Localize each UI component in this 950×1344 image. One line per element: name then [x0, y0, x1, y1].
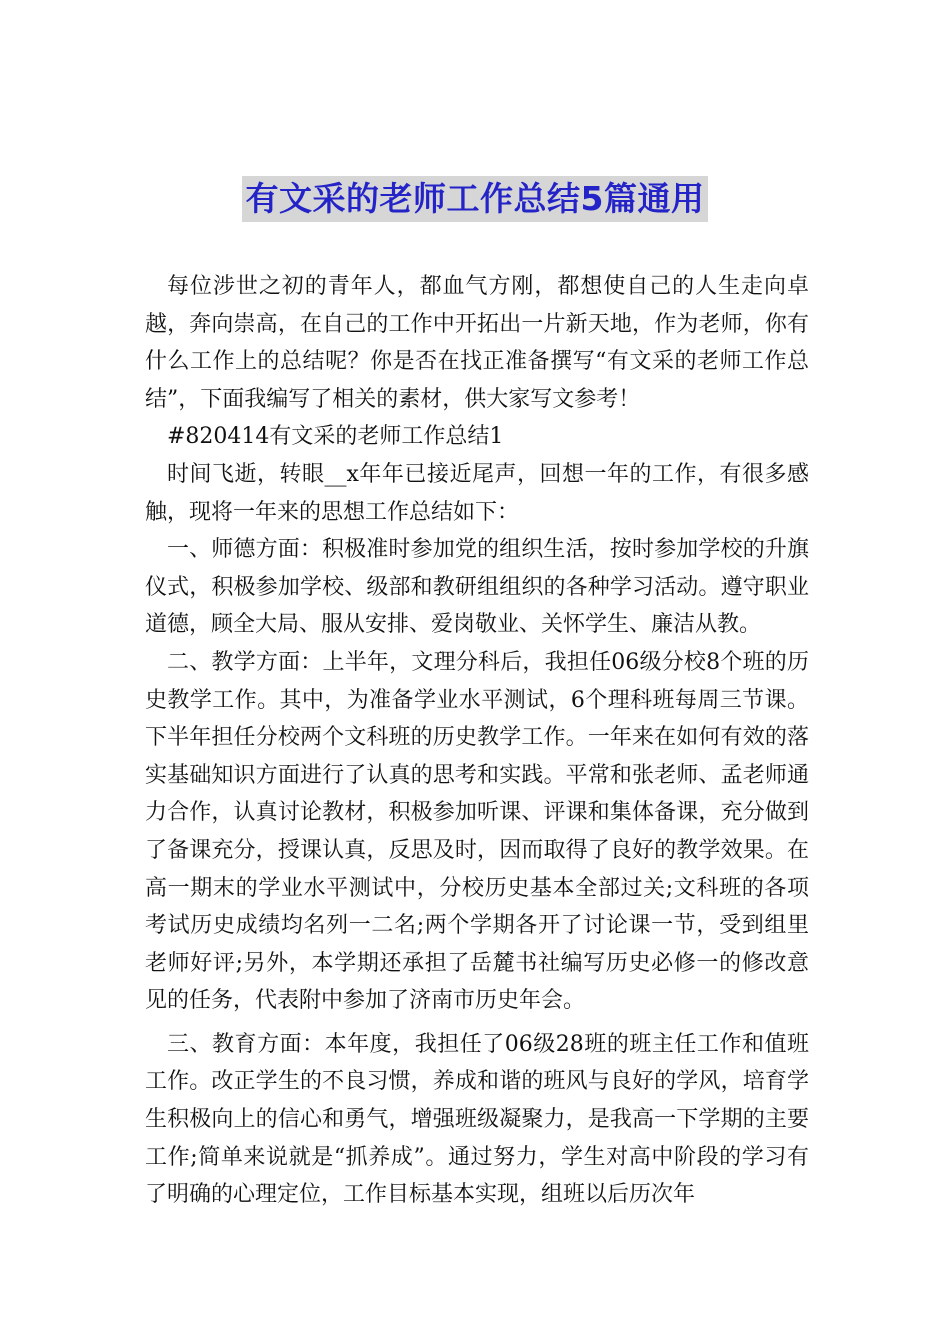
ethics-paragraph: 一、师德方面：积极准时参加党的组织生活，按时参加学校的升旗仪式，积极参加学校、级部和教研组组织的各种学习活动。遵守职业道德，顾全大局、服从安排、爱岗敬业、关怀学生、廉洁从教。 [145, 537, 809, 638]
document-body [145, 268, 809, 1214]
document-title: 有文采的老师工作总结5篇通用 [242, 176, 709, 222]
teaching-paragraph: 二、教学方面：上半年，文理分科后，我担任06级分校8个班的历史教学工作。其中，为准备学业水平测试，6个理科班每周三节课。下半年担任分校两个文科班的历史教学工作。一年来在如何有效的落实基础知识方面进行了认真的思考和实践。平常和张老师、孟老师通力合作，认真讨论教材，积极参加听课、评课和集体备课，充分做到了备课充分，授课认真，反思及时，因而取得了良好的教学效果。在高一期末的学业水平测试中，分校历史基本全部过关;文科班的各项考试历史成绩均名列一二名;两个学期各开了讨论课一节，受到组里老师好评;另外，本学期还承担了岳麓书社编写历史必修一的修改意见的任务，代表附中参加了济南市历史年会。 [145, 649, 809, 1014]
section-heading: #820414有文采的老师工作总结1 [167, 424, 504, 450]
intro-paragraph: 每位涉世之初的青年人，都血气方刚，都想使自己的人生走向卓越，奔向崇高，在自己的工作中开拓出一片新天地，作为老师，你有什么工作上的总结呢？你是否在找正准备撰写“有文采的老师工作总结”，下面我编写了相关的素材，供大家写文参考！ [145, 274, 809, 412]
title-container [0, 176, 950, 222]
opening-paragraph: 时间飞逝，转眼__x年年已接近尾声，回想一年的工作，有很多感触，现将一年来的思想工作总结如下： [145, 461, 809, 525]
education-paragraph: 三、教育方面：本年度，我担任了06级28班的班主任工作和值班工作。改正学生的不良习惯，养成和谐的班风与良好的学风，培育学生积极向上的信心和勇气，增强班级凝聚力，是我高一下学期的主要工作;简单来说就是“抓养成”。通过努力，学生对高中阶段的学习有了明确的心理定位，工作目标基本实现，组班以后历次年 [145, 1031, 809, 1208]
